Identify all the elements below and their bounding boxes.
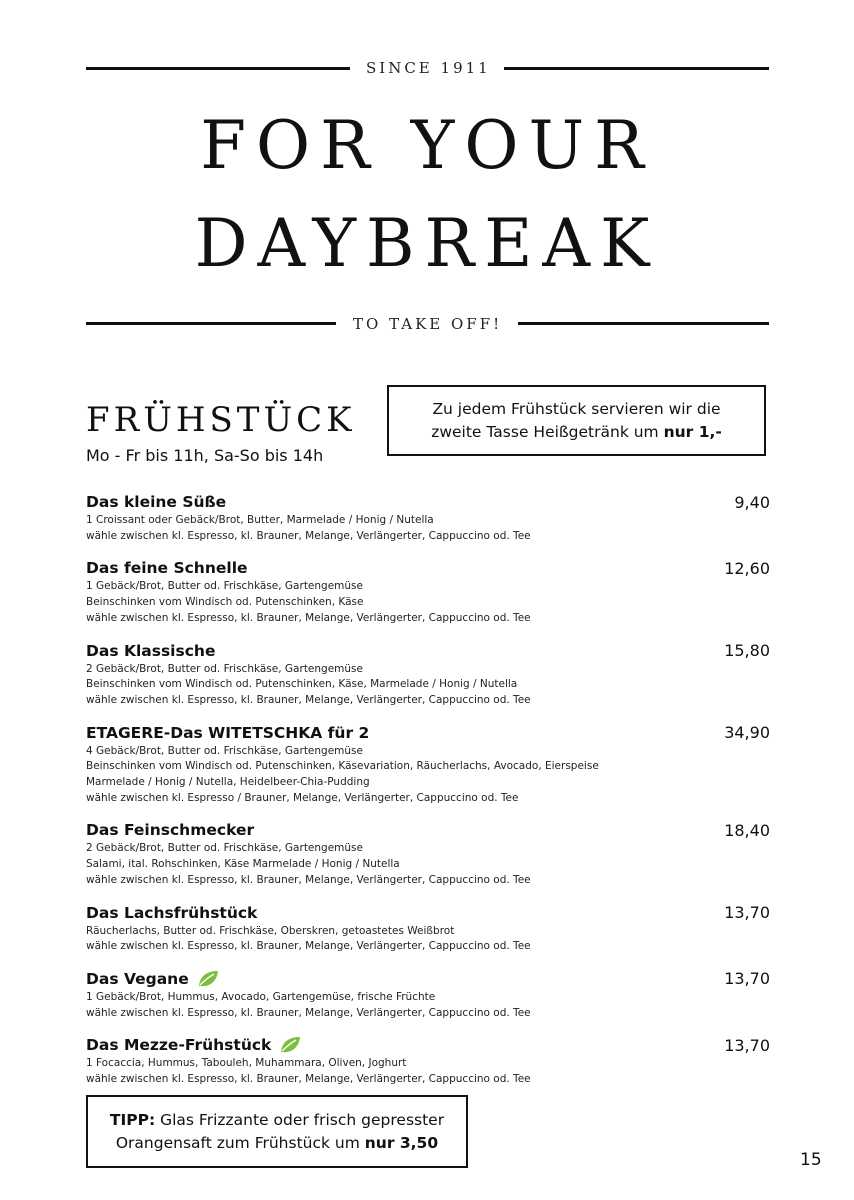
menu-item-price: 34,90	[724, 723, 770, 743]
menu-item-name-text: Das Mezze-Frühstück	[86, 1036, 272, 1055]
menu-item-price: 13,70	[724, 969, 770, 989]
tip-price: nur 3,50	[364, 1133, 439, 1152]
breakfast-menu	[86, 491, 770, 1101]
menu-item-name-text: Das feine Schnelle	[86, 559, 248, 578]
menu-item-description-line: Beinschinken vom Windisch od. Putenschinken, Käse, Marmelade / Honig / Nutella	[86, 678, 518, 691]
menu-item-price: 12,60	[724, 558, 770, 578]
menu-item-description-line: Marmelade / Honig / Nutella, Heidelbeer-Chia-Pudding	[86, 776, 370, 789]
menu-item-name-text: Das Klassische	[86, 641, 216, 660]
menu-item-name	[86, 821, 254, 839]
menu-item-header	[86, 819, 770, 841]
menu-item-header	[86, 968, 770, 990]
notice-line-2	[431, 421, 722, 444]
menu-item-header	[86, 1034, 770, 1056]
title-line-1: FOR YOUR	[200, 107, 654, 184]
menu-item-description-line: Beinschinken vom Windisch od. Putenschinken, Käse	[86, 596, 364, 609]
menu-item-price: 15,80	[724, 641, 770, 661]
menu-item-header	[86, 902, 770, 924]
header-rule-left	[86, 67, 350, 70]
menu-item-description-line: 1 Gebäck/Brot, Butter od. Frischkäse, Gartengemüse	[86, 580, 363, 593]
menu-item-description-line: wähle zwischen kl. Espresso, kl. Brauner, Melange, Verlängerter, Cappuccino od. Tee	[86, 693, 531, 706]
tagline-label: TO TAKE OFF!	[353, 315, 503, 333]
notice-price: nur 1,-	[663, 422, 722, 441]
menu-item-description-line: wähle zwischen kl. Espresso, kl. Brauner, Melange, Verlängerter, Cappuccino od. Tee	[86, 611, 531, 624]
menu-item-price: 18,40	[724, 820, 770, 840]
menu-item-name-text: Das kleine Süße	[86, 493, 227, 511]
menu-item-description	[86, 579, 770, 626]
menu-item-description-line: 1 Focaccia, Hummus, Tabouleh, Muhammara, Oliven, Joghurt	[86, 1057, 407, 1070]
menu-item	[86, 902, 770, 955]
menu-item	[86, 1034, 770, 1087]
menu-item-description-line: 2 Gebäck/Brot, Butter od. Frischkäse, Gartengemüse	[86, 662, 363, 675]
menu-item-description	[86, 990, 770, 1021]
menu-item-description-line: 4 Gebäck/Brot, Butter od. Frischkäse, Gartengemüse	[86, 744, 363, 757]
menu-item-price: 9,40	[734, 492, 770, 512]
tip-box	[86, 1095, 468, 1168]
menu-item-header	[86, 491, 770, 513]
section-title: FRÜHSTÜCK	[86, 400, 356, 440]
menu-item-name	[86, 970, 219, 988]
menu-item-price: 13,70	[724, 903, 770, 923]
title-line-2: DAYBREAK	[194, 205, 660, 282]
menu-item-description	[86, 662, 770, 709]
menu-item-name-text: Das Vegane	[86, 969, 189, 988]
since-label: SINCE 1911	[366, 59, 491, 77]
menu-item	[86, 722, 770, 807]
leaf-icon	[279, 1036, 301, 1054]
menu-item-name-text: ETAGERE-Das WITETSCHKA für 2	[86, 723, 370, 742]
menu-item	[86, 640, 770, 709]
menu-item-description-line: Räucherlachs, Butter od. Frischkäse, Oberskren, getoastetes Weißbrot	[86, 924, 455, 937]
menu-item-name-text: Das Feinschmecker	[86, 821, 255, 840]
menu-item	[86, 491, 770, 544]
menu-item-description-line: wähle zwischen kl. Espresso, kl. Brauner, Melange, Verlängerter, Cappuccino od. Tee	[86, 1006, 531, 1019]
menu-item	[86, 557, 770, 626]
notice-line-1: Zu jedem Frühstück servieren wir die	[432, 399, 721, 418]
menu-item-description-line: wähle zwischen kl. Espresso / Brauner, Melange, Verlängerter, Cappuccino od. Tee	[86, 791, 519, 804]
menu-item	[86, 819, 770, 888]
notice-line-2-text: zweite Tasse Heißgetränk um	[431, 422, 664, 441]
notice-box	[387, 385, 766, 456]
menu-item-name	[86, 904, 257, 922]
menu-item-description-line: 1 Croissant oder Gebäck/Brot, Butter, Marmelade / Honig / Nutella	[86, 514, 434, 526]
menu-item-description-line: wähle zwischen kl. Espresso, kl. Brauner, Melange, Verlängerter, Cappuccino od. Tee	[86, 1073, 531, 1086]
header-rule-right	[504, 67, 769, 70]
menu-item-description	[86, 924, 770, 955]
tagline-rule-right	[518, 322, 769, 325]
menu-item-name-text: Das Lachsfrühstück	[86, 903, 258, 922]
menu-item-description-line: wähle zwischen kl. Espresso, kl. Brauner, Melange, Verlängerter, Cappuccino od. Tee	[86, 873, 531, 886]
tip-line-1-text: Glas Frizzante oder frisch gepresster	[155, 1110, 445, 1129]
opening-hours: Mo - Fr bis 11h, Sa-So bis 14h	[86, 446, 324, 465]
tip-label: TIPP:	[109, 1110, 156, 1129]
menu-item-description-line: 2 Gebäck/Brot, Butter od. Frischkäse, Gartengemüse	[86, 842, 363, 855]
menu-item-description-line: wähle zwischen kl. Espresso, kl. Brauner, Melange, Verlängerter, Cappuccino od. Tee	[86, 529, 531, 542]
menu-item-description	[86, 744, 770, 807]
menu-item-name	[86, 559, 248, 577]
menu-item-name	[86, 642, 215, 660]
menu-item-description	[86, 513, 770, 544]
menu-item-name	[86, 493, 226, 511]
menu-item-header	[86, 722, 770, 744]
menu-item	[86, 968, 770, 1021]
menu-item-price: 13,70	[724, 1035, 770, 1055]
menu-item-description	[86, 841, 770, 888]
menu-item-header	[86, 557, 770, 579]
menu-item-header	[86, 640, 770, 662]
tip-line-2-text: Orangensaft zum Frühstück um	[115, 1133, 365, 1152]
menu-item-description-line: 1 Gebäck/Brot, Hummus, Avocado, Gartengemüse, frische Früchte	[86, 990, 436, 1003]
menu-item-description-line: wähle zwischen kl. Espresso, kl. Brauner, Melange, Verlängerter, Cappuccino od. Tee	[86, 940, 531, 953]
menu-item-description-line: Beinschinken vom Windisch od. Putenschinken, Käsevariation, Räucherlachs, Avocado, Eierspeise	[86, 760, 599, 773]
menu-item-name	[86, 724, 369, 742]
tip-line-2	[116, 1132, 438, 1155]
leaf-icon	[197, 970, 219, 988]
menu-item-description	[86, 1056, 770, 1087]
page-number: 15	[800, 1150, 822, 1170]
tip-line-1	[110, 1109, 444, 1132]
tagline-rule-left	[86, 322, 336, 325]
menu-item-name	[86, 1036, 301, 1054]
menu-item-description-line: Salami, ital. Rohschinken, Käse Marmelade / Honig / Nutella	[86, 858, 400, 871]
